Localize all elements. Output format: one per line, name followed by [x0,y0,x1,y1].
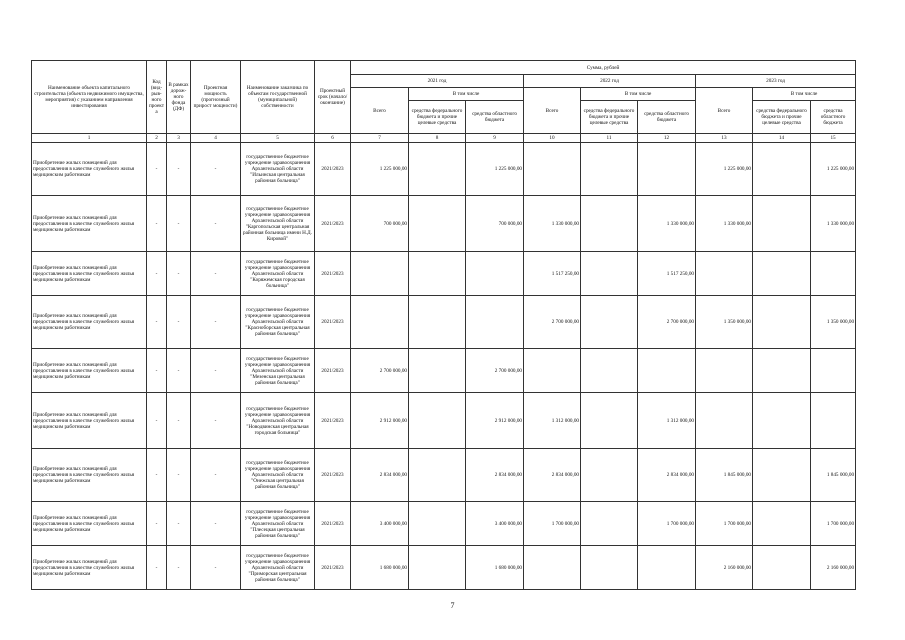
cell-c10 [524,349,581,393]
cell-capacity: - [191,196,241,252]
cell-capacity: - [191,449,241,502]
cell-c12 [638,546,696,590]
table-row [32,502,856,546]
cell-name: Приобретение жилых помещений для предоставления в качестве служебного жилья медицинским работникам [32,252,147,296]
column-number: 5 [241,134,315,143]
cell-customer: государственное бюджетное учреждение здравоохранения Архангельской области "Красноборская центральная районная больница" [241,296,315,349]
cell-c10: 1 312 000,00 [524,393,581,449]
cell-c7: 700 000,00 [351,196,409,252]
cell-fund: - [167,502,191,546]
cell-c14 [753,449,811,502]
cell-c7: 2 912 000,00 [351,393,409,449]
cell-customer: государственное бюджетное учреждение здравоохранения Архангельской области "Плесецкая центральная районная больница" [241,502,315,546]
cell-c12: 1 330 000,00 [638,196,696,252]
cell-term: 2021/2023 [315,296,351,349]
table-row [32,546,856,590]
cell-c12: 2 834 000,00 [638,449,696,502]
cell-c10: 2 700 000,00 [524,296,581,349]
cell-fund: - [167,196,191,252]
cell-c10 [524,546,581,590]
cell-c8 [409,143,466,196]
cell-c15 [811,349,856,393]
table-body [32,143,856,590]
cell-capacity: - [191,349,241,393]
cell-fund: - [167,296,191,349]
header-year-2023: 2023 год [696,75,856,88]
column-number: 7 [351,134,409,143]
cell-c14 [753,296,811,349]
header-customer: Наименование заказчика по объектам государственной (муниципальной) собственности [241,61,315,134]
cell-capacity: - [191,546,241,590]
cell-fund: - [167,449,191,502]
cell-c15: 1 845 000,00 [811,449,856,502]
cell-c13: 1 330 000,00 [696,196,753,252]
header-year-2021: 2021 год [351,75,524,88]
cell-c8 [409,349,466,393]
cell-c13: 1 225 000,00 [696,143,753,196]
cell-c15 [811,393,856,449]
column-number: 9 [466,134,524,143]
header-total-2021: Всего [351,88,409,134]
column-number: 2 [147,134,167,143]
cell-c11 [581,296,638,349]
cell-c9: 2 834 000,00 [466,449,524,502]
cell-c11 [581,502,638,546]
header-total-2022: Всего [524,88,581,134]
header-year-2022: 2022 год [524,75,696,88]
cell-c12: 1 312 000,00 [638,393,696,449]
cell-fund: - [167,349,191,393]
column-number: 14 [753,134,811,143]
cell-c9: 700 000,00 [466,196,524,252]
table-row [32,349,856,393]
cell-customer: государственное бюджетное учреждение здравоохранения Архангельской области "Коряжемская городская больница" [241,252,315,296]
capital-investment-table [31,60,856,590]
column-numbers-row [32,134,856,143]
cell-c10: 1 517 250,00 [524,252,581,296]
cell-c8 [409,296,466,349]
cell-name: Приобретение жилых помещений для предоставления в качестве служебного жилья медицинским работникам [32,449,147,502]
cell-c13 [696,349,753,393]
header-regional-2023: средства областного бюджета [811,101,856,134]
header-regional-2021: средства областного бюджета [466,101,524,134]
cell-c7 [351,296,409,349]
cell-c13 [696,252,753,296]
cell-term: 2021/2023 [315,196,351,252]
cell-c13: 1 350 000,00 [696,296,753,349]
header-capacity: Проектная мощность (прогнозный прирост мощности) [191,61,241,134]
cell-c11 [581,196,638,252]
cell-term: 2021/2023 [315,546,351,590]
column-number: 10 [524,134,581,143]
cell-c7: 3 400 000,00 [351,502,409,546]
cell-c7: 2 834 000,00 [351,449,409,502]
cell-c11 [581,449,638,502]
header-federal-2022: средства федерального бюджета и прочие целевые средства [581,101,638,134]
cell-term: 2021/2023 [315,502,351,546]
cell-c8 [409,196,466,252]
cell-customer: государственное бюджетное учреждение здравоохранения Архангельской области "Онежская центральная районная больница" [241,449,315,502]
cell-c12: 1 517 250,00 [638,252,696,296]
header-fund: В рамках дорож-ного фонда (ДФ) [167,61,191,134]
cell-term: 2021/2023 [315,252,351,296]
cell-fund: - [167,393,191,449]
cell-c9: 2 700 000,00 [466,349,524,393]
cell-name: Приобретение жилых помещений для предоставления в качестве служебного жилья медицинским работникам [32,546,147,590]
cell-c11 [581,143,638,196]
cell-capacity: - [191,393,241,449]
header-federal-2021: средства федерального бюджета и прочие целевые средства [409,101,466,134]
cell-c14 [753,546,811,590]
table-row [32,449,856,502]
cell-c11 [581,252,638,296]
cell-customer: государственное бюджетное учреждение здравоохранения Архангельской области "Приморская центральная районная больница" [241,546,315,590]
header-including-2023: В том числе [753,88,856,101]
cell-name: Приобретение жилых помещений для предоставления в качестве служебного жилья медицинским работникам [32,502,147,546]
cell-c10: 1 330 000,00 [524,196,581,252]
cell-fund: - [167,252,191,296]
cell-fund: - [167,546,191,590]
cell-c12: 1 700 000,00 [638,502,696,546]
column-number: 15 [811,134,856,143]
header-name: Наименование объекта капитального строительства (объекта недвижимого имущества, мероприятия) с указанием направления инвестирования [32,61,147,134]
cell-code: - [147,502,167,546]
cell-code: - [147,143,167,196]
column-number: 6 [315,134,351,143]
table-row [32,196,856,252]
cell-c13: 1 845 000,00 [696,449,753,502]
cell-c8 [409,546,466,590]
cell-c9 [466,252,524,296]
cell-c15: 1 700 000,00 [811,502,856,546]
cell-code: - [147,393,167,449]
cell-c7: 1 680 000,00 [351,546,409,590]
cell-c15 [811,252,856,296]
cell-c8 [409,252,466,296]
cell-c8 [409,449,466,502]
cell-capacity: - [191,143,241,196]
header-sum: Сумма, рублей [351,61,856,75]
cell-c15: 1 350 000,00 [811,296,856,349]
cell-c10: 1 700 000,00 [524,502,581,546]
column-number: 12 [638,134,696,143]
cell-customer: государственное бюджетное учреждение здравоохранения Архангельской области "Каргопольская центральная районная больница имени Н.Д. Кировой" [241,196,315,252]
cell-capacity: - [191,252,241,296]
header-total-2023: Всего [696,88,753,134]
column-number: 13 [696,134,753,143]
page-number: 7 [450,601,455,610]
column-number: 3 [167,134,191,143]
cell-c9: 2 912 000,00 [466,393,524,449]
cell-c11 [581,393,638,449]
header-including-2022: В том числе [581,88,696,101]
cell-customer: государственное бюджетное учреждение здравоохранения Архангельской области "Ильинская центральная районная больница" [241,143,315,196]
cell-code: - [147,546,167,590]
cell-c15: 1 225 000,00 [811,143,856,196]
cell-c14 [753,349,811,393]
cell-customer: государственное бюджетное учреждение здравоохранения Архангельской области "Новодвинская центральная городская больница" [241,393,315,449]
cell-term: 2021/2023 [315,143,351,196]
cell-term: 2021/2023 [315,449,351,502]
header-including-2021: В том числе [409,88,524,101]
cell-c8 [409,502,466,546]
cell-name: Приобретение жилых помещений для предоставления в качестве служебного жилья медицинским работникам [32,196,147,252]
cell-c14 [753,143,811,196]
column-number: 11 [581,134,638,143]
cell-c14 [753,502,811,546]
cell-c9: 3 400 000,00 [466,502,524,546]
cell-capacity: - [191,296,241,349]
header-term: Проектный срок (начало/окончание) [315,61,351,134]
cell-term: 2021/2023 [315,349,351,393]
cell-name: Приобретение жилых помещений для предоставления в качестве служебного жилья медицинским работникам [32,349,147,393]
cell-c7 [351,252,409,296]
cell-c15: 2 160 000,00 [811,546,856,590]
cell-c13: 2 160 000,00 [696,546,753,590]
cell-name: Приобретение жилых помещений для предоставления в качестве служебного жилья медицинским работникам [32,393,147,449]
cell-c10 [524,143,581,196]
cell-c13: 1 700 000,00 [696,502,753,546]
cell-c13 [696,393,753,449]
cell-c9 [466,296,524,349]
cell-c9: 1 680 000,00 [466,546,524,590]
cell-name: Приобретение жилых помещений для предоставления в качестве служебного жилья медицинским работникам [32,296,147,349]
column-number: 4 [191,134,241,143]
header-regional-2022: средства областного бюджета [638,101,696,134]
cell-c14 [753,252,811,296]
cell-code: - [147,449,167,502]
cell-term: 2021/2023 [315,393,351,449]
cell-c14 [753,196,811,252]
cell-c8 [409,393,466,449]
table-row [32,296,856,349]
cell-c11 [581,349,638,393]
cell-code: - [147,252,167,296]
cell-code: - [147,196,167,252]
column-number: 1 [32,134,147,143]
cell-c10: 2 834 000,00 [524,449,581,502]
header-code: Код (вид-рыв-ного проекта [147,61,167,134]
cell-c9: 1 225 000,00 [466,143,524,196]
cell-code: - [147,349,167,393]
header-federal-2023: средства федерального бюджета и прочие целевые средства [753,101,811,134]
cell-name: Приобретение жилых помещений для предоставления в качестве служебного жилья медицинским работникам [32,143,147,196]
cell-capacity: - [191,502,241,546]
cell-c12 [638,349,696,393]
table-row [32,143,856,196]
column-number: 8 [409,134,466,143]
cell-customer: государственное бюджетное учреждение здравоохранения Архангельской области "Мезенская центральная районная больница" [241,349,315,393]
cell-code: - [147,296,167,349]
cell-c12: 2 700 000,00 [638,296,696,349]
cell-c14 [753,393,811,449]
cell-c11 [581,546,638,590]
table-row [32,393,856,449]
cell-fund: - [167,143,191,196]
cell-c7: 1 225 000,00 [351,143,409,196]
cell-c7: 2 700 000,00 [351,349,409,393]
cell-c12 [638,143,696,196]
table-header [32,61,856,143]
table-row [32,252,856,296]
cell-c15: 1 330 000,00 [811,196,856,252]
